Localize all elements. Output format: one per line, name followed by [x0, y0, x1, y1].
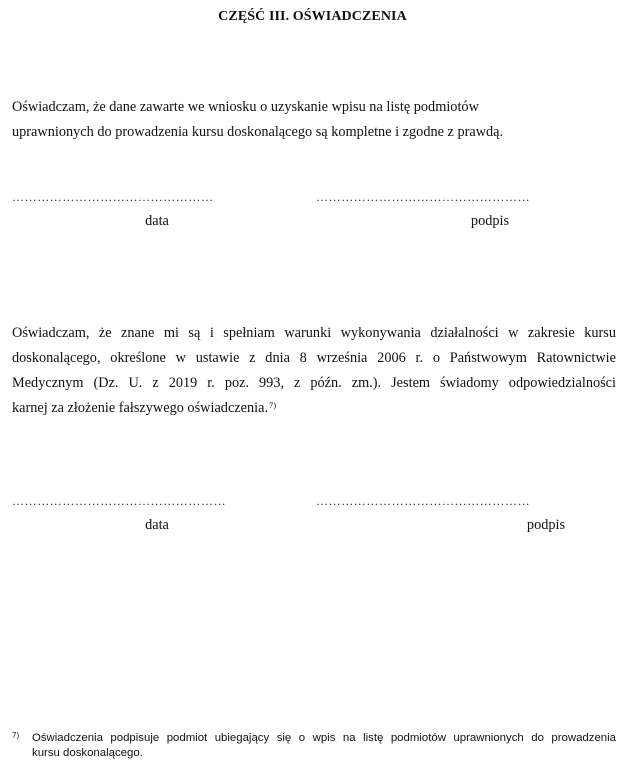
date-dotted-line-2: …………………………………………… [12, 494, 227, 508]
declaration-data-accuracy [12, 95, 616, 145]
date-label-2: data [145, 517, 169, 533]
declaration-2-line-3: Medycznym (Dz. U. z 2019 r. poz. 993, z późn. zm.). Jestem świadomy odpowiedzialności [12, 375, 616, 391]
declaration-2-line-4-text: karnej za złożenie fałszywego oświadczenia. [12, 400, 269, 416]
section-title: CZĘŚĆ III. OŚWIADCZENIA [218, 9, 407, 24]
footnote-reference: 7) [269, 400, 277, 410]
signature-dotted-line-2: …………………………………………… [316, 494, 531, 508]
declaration-conditions [12, 321, 616, 421]
declaration-2-line-4 [12, 396, 616, 421]
footnote-text-line-2: kursu doskonalącego. [32, 747, 143, 759]
date-dotted-line-1: ………………………………………… [12, 190, 214, 204]
declaration-1-line-1: Oświadczam, że dane zawarte we wniosku o uzyskanie wpisu na listę podmiotów [12, 99, 479, 115]
declaration-2-line-2: doskonalącego, określone w ustawie z dnia 8 września 2006 r. o Państwowym Ratownictwie [12, 350, 616, 366]
footnote-text-line-1: Oświadczenia podpisuje podmiot ubiegający się o wpis na listę podmiotów uprawnionych do prowadzenia [32, 732, 616, 744]
declaration-2-line-1: Oświadczam, że znane mi są i spełniam warunki wykonywania działalności w zakresie kursu [12, 325, 616, 341]
signature-label-2: podpis [526, 517, 566, 533]
footnote [12, 731, 616, 761]
signature-dotted-line-1: …………………………………………… [316, 190, 531, 204]
date-label-1: data [145, 213, 169, 229]
footnote-mark: 7) [12, 731, 20, 740]
declaration-1-line-2: uprawnionych do prowadzenia kursu doskonalącego są kompletne i zgodne z prawdą. [12, 124, 504, 140]
signature-label-1: podpis [470, 213, 510, 229]
